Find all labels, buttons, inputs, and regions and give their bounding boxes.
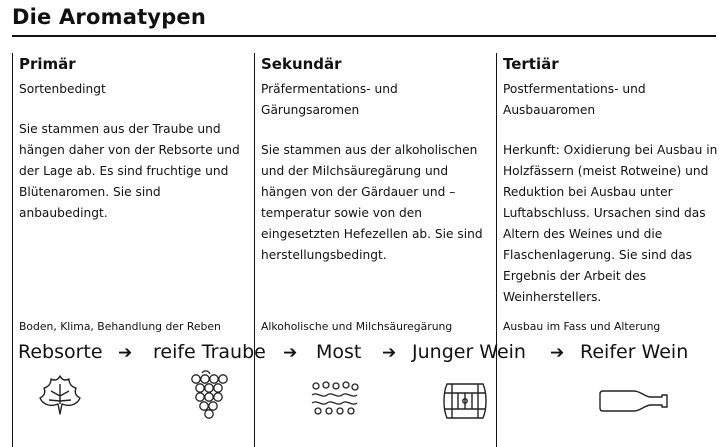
column-body: Herkunft: Oxidierung bei Ausbau in Holzfässern (meist Rotweine) und Reduktion bei Ausbau unter Luftabschluss. Ursachen sind das Altern des Weines und die Flaschenlagerung. Sie sind das Ergebnis der Arbeit des Weinherstellers. <box>503 143 718 304</box>
process-step-reifer-wein: Reifer Wein <box>580 341 689 363</box>
process-step-junger-wein: Junger Wein <box>412 341 526 363</box>
column-subtitle: Sortenbedingt <box>19 82 106 96</box>
arrow-icon: ➔ <box>283 343 298 363</box>
process-step-rebsorte: Rebsorte <box>18 341 103 363</box>
wine-barrel-icon <box>441 381 489 421</box>
column-subtitle: Präfermentations- und Gärungsaromen <box>261 82 398 117</box>
column-caption: Alkoholische und Milchsäuregärung <box>261 320 453 333</box>
fermentation-bubbles-icon <box>310 380 360 416</box>
column-body: Sie stammen aus der alkoholischen und der Milchsäuregärung und hängen von der Gärdauer und –temperatur sowie von den eingesetzten Hefezellen ab. Sie sind herstellungsbedingt. <box>261 143 483 262</box>
process-step-most: Most <box>316 341 362 363</box>
column-heading: Tertiär <box>503 55 559 73</box>
title-divider <box>12 35 716 37</box>
column-body: Sie stammen aus der Traube und hängen daher von der Rebsorte und der Lage ab. Es sind fruchtige und Blütenaromen. Sie sind anbaubedingt. <box>19 122 240 220</box>
column-heading: Primär <box>19 55 76 73</box>
column-subtitle: Postfermentations- und Ausbauaromen <box>503 82 646 117</box>
vine-leaf-icon <box>37 374 83 418</box>
column-caption: Ausbau im Fass und Alterung <box>503 320 661 333</box>
arrow-icon: ➔ <box>118 343 133 363</box>
process-step-reife-traube: reife Traube <box>153 341 266 363</box>
page-title: Die Aromatypen <box>12 5 207 29</box>
grape-cluster-icon <box>188 369 232 419</box>
arrow-icon: ➔ <box>382 343 397 363</box>
arrow-icon: ➔ <box>550 343 565 363</box>
column-heading: Sekundär <box>261 55 342 73</box>
process-flow <box>18 341 718 369</box>
wine-bottle-icon <box>596 388 670 416</box>
column-caption: Boden, Klima, Behandlung der Reben <box>19 320 221 333</box>
